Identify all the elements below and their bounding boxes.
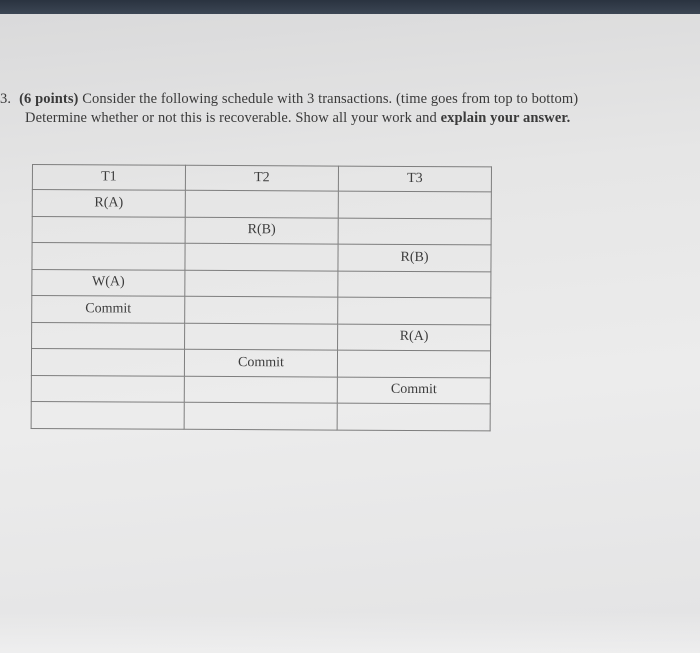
cell-t1 bbox=[32, 243, 185, 270]
monitor-bezel bbox=[0, 0, 700, 14]
cell-t1: R(A) bbox=[32, 190, 185, 217]
question-line-1 bbox=[0, 90, 578, 109]
cell-t2 bbox=[185, 270, 338, 297]
cell-t1 bbox=[31, 401, 184, 428]
header-t3: T3 bbox=[338, 166, 491, 192]
cell-t2 bbox=[184, 376, 337, 403]
cell-t1 bbox=[32, 322, 185, 349]
table-row bbox=[32, 243, 491, 272]
cell-t1: Commit bbox=[32, 296, 185, 323]
cell-t2 bbox=[185, 296, 338, 323]
cell-t1 bbox=[31, 349, 184, 376]
table-row bbox=[32, 269, 491, 298]
cell-t1: W(A) bbox=[32, 269, 185, 296]
cell-t1 bbox=[32, 216, 185, 243]
schedule-header-row bbox=[32, 165, 491, 192]
cell-t3 bbox=[337, 403, 490, 430]
table-row bbox=[31, 375, 490, 404]
cell-t1 bbox=[31, 375, 184, 402]
cell-t3: R(B) bbox=[338, 244, 491, 271]
cell-t3: Commit bbox=[337, 377, 490, 404]
question-points: (6 points) bbox=[19, 91, 79, 107]
cell-t3 bbox=[338, 218, 491, 245]
table-row bbox=[31, 349, 490, 378]
cell-t3 bbox=[338, 297, 491, 324]
table-row bbox=[32, 296, 491, 325]
cell-t2: Commit bbox=[184, 349, 337, 376]
table-row bbox=[32, 216, 491, 245]
header-t2: T2 bbox=[185, 165, 338, 191]
cell-t2: R(B) bbox=[185, 217, 338, 244]
cell-t2 bbox=[185, 190, 338, 217]
header-t1: T1 bbox=[32, 165, 185, 191]
cell-t3 bbox=[338, 271, 491, 298]
cell-t3 bbox=[338, 191, 491, 218]
question-line-2 bbox=[25, 109, 570, 128]
question-line2-text: Determine whether or not this is recoverable. Show all your work and bbox=[25, 110, 437, 126]
screen-bottom-glare bbox=[0, 612, 700, 653]
cell-t2 bbox=[185, 323, 338, 350]
cell-t3 bbox=[337, 350, 490, 377]
question-number: 3. bbox=[0, 91, 12, 107]
schedule-table bbox=[31, 164, 492, 431]
table-row bbox=[31, 401, 490, 430]
question-line1-text: Consider the following schedule with 3 transactions. (time goes from top to bottom) bbox=[82, 91, 579, 107]
question-line2-bold: explain your answer. bbox=[440, 110, 571, 126]
cell-t2 bbox=[184, 402, 337, 429]
cell-t3: R(A) bbox=[338, 324, 491, 351]
cell-t2 bbox=[185, 243, 338, 270]
table-row bbox=[32, 322, 491, 351]
table-row bbox=[32, 190, 491, 219]
